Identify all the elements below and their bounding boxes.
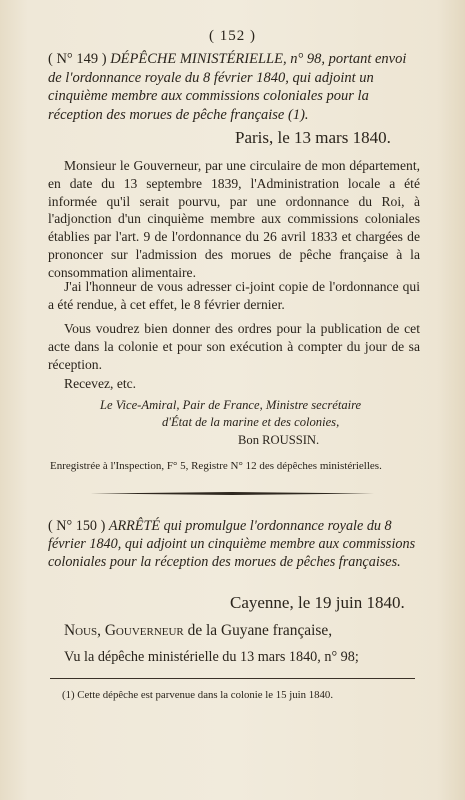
decree-preamble-rest: de la Guyane française, xyxy=(187,622,333,639)
arrete-date: Cayenne, le 19 juin 1840. xyxy=(230,593,405,612)
dispatch-heading-text: , n° 98, portant envoi de l'ordonnance royale du 8 février 1840, qui adjoint un cinquième membre aux commissions coloniales pour la réception des morues de pêche française (1). xyxy=(48,51,407,123)
dispatch-date: Paris, le 13 mars 1840. xyxy=(235,128,391,147)
decree-considerant: Vu la dépêche ministérielle du 13 mars 1840, n° 98; xyxy=(64,649,359,665)
arrete-number: ( N° 150 ) xyxy=(48,518,106,534)
decree-preamble-lead: Nous, Gouverneur xyxy=(64,622,184,639)
arrete-heading-text: qui promulgue l'ordonnance royale du 8 février 1840, qui adjoint un cinquième membre aux commissions coloniales pour la réception des morues de pêches françaises. xyxy=(48,518,416,571)
body-paragraph-2: J'ai l'honneur de vous adresser ci-joint copie de l'ordonnance qui a été rendue, à cet effet, le 8 février dernier. xyxy=(48,279,420,312)
signature-title-line2: d'État de la marine et des colonies, xyxy=(162,415,340,429)
closing-formula: Recevez, etc. xyxy=(64,376,137,391)
arrete-kind: ARRÊTÉ xyxy=(108,518,161,534)
dispatch-kind: DÉPÊCHE MINISTÉRIELLE xyxy=(110,51,283,67)
signature-title-line1: Le Vice-Amiral, Pair de France, Ministre secrétaire xyxy=(100,398,362,412)
arrete-heading xyxy=(48,517,420,572)
section-divider xyxy=(90,492,374,495)
footnote: (1) Cette dépêche est parvenue dans la colonie le 15 juin 1840. xyxy=(62,689,334,701)
footnote-rule xyxy=(50,678,415,679)
decree-preamble xyxy=(64,622,332,640)
dispatch-heading xyxy=(48,50,420,124)
signature-name: Bon ROUSSIN. xyxy=(238,433,320,447)
dispatch-number: ( N° 149 ) xyxy=(48,51,107,67)
registration-note: Enregistrée à l'Inspection, F° 5, Registre N° 12 des dépêches ministérielles. xyxy=(50,460,382,472)
page-number: ( 152 ) xyxy=(209,28,256,44)
body-paragraph-1: Monsieur le Gouverneur, par une circulaire de mon département, en date du 13 septembre 1839, l'Administration locale a été informée qu'il serait pourvu, par une ordonnance du Roi, à l'adjonction d'un cinquième membre aux commissions coloniales établies par l'art. 9 de l'ordonnance du 26 avril 1833 et chargées de prononcer sur l'admission des morues de pêche française à la consommation alimentaire. xyxy=(48,158,420,280)
body-paragraph-3: Vous voudrez bien donner des ordres pour la publication de cet acte dans la colonie et pour son exécution à compter du jour de sa réception. xyxy=(48,321,420,372)
